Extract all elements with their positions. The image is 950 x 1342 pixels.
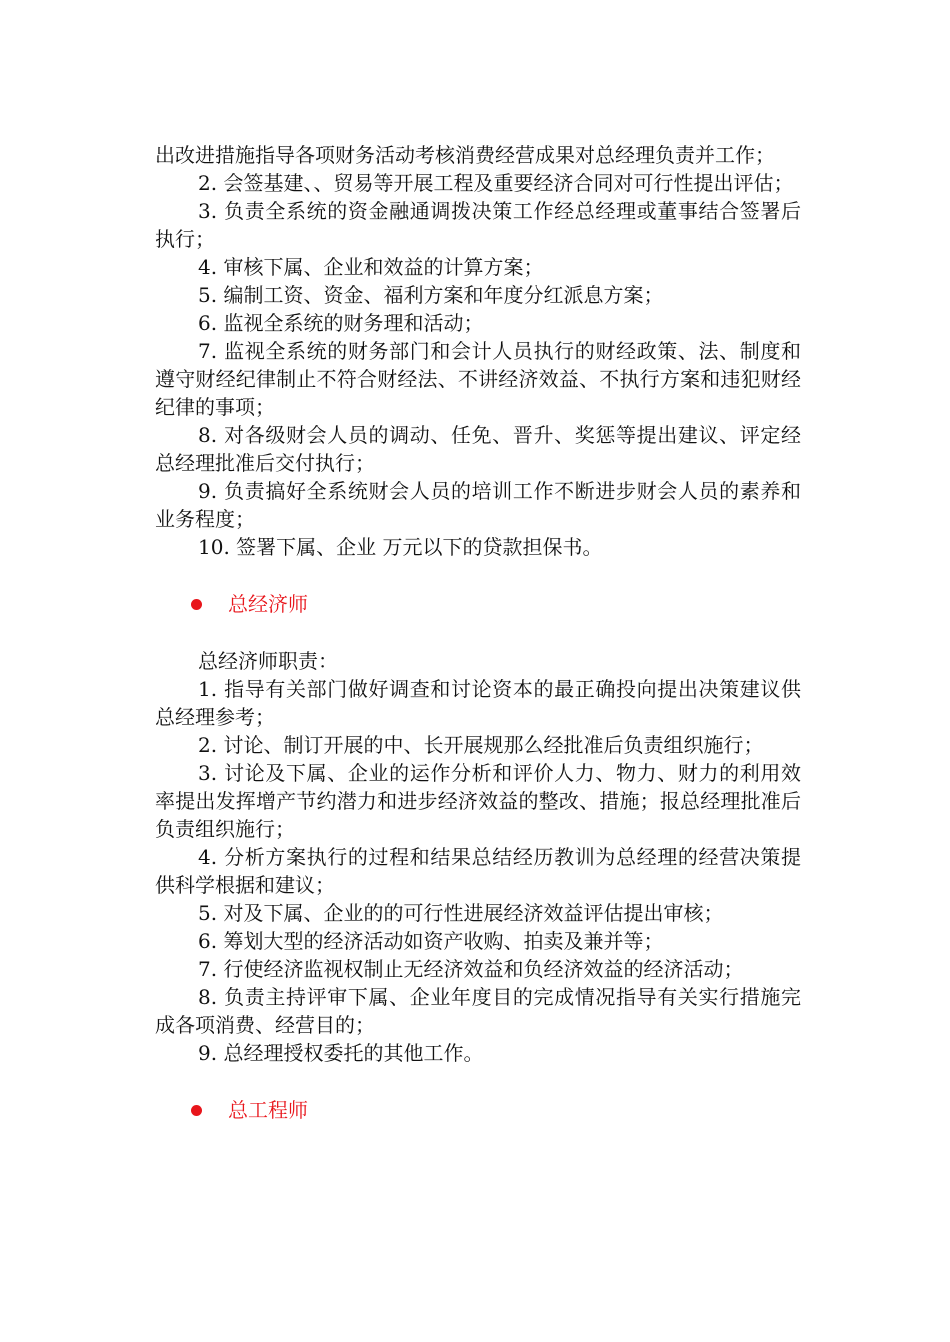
section1-item-10: 10. 签署下属、企业 万元以下的贷款担保书。 bbox=[198, 535, 603, 559]
section1-item-2: 2. 会签基建、、贸易等开展工程及重要经济合同对可行性提出评估； bbox=[198, 171, 794, 195]
section1-item-7: 7. 监视全系统的财务部门和会计人员执行的财经政策、法、制度和遵守财经纪律制止不符合财经法、不讲经济效益、不执行方案和违犯财经纪律的事项； bbox=[155, 339, 801, 419]
section1-lead: 出改进措施指导各项财务活动考核消费经营成果对总经理负责并工作； bbox=[155, 143, 775, 167]
section1-item-5: 5. 编制工资、资金、福利方案和年度分红派息方案； bbox=[198, 283, 664, 307]
section2-intro: 总经济师职责： bbox=[198, 649, 338, 673]
section2-item-9: 9. 总经理授权委托的其他工作。 bbox=[198, 1041, 484, 1065]
section1-item-9: 9. 负责搞好全系统财会人员的培训工作不断进步财会人员的素养和业务程度； bbox=[155, 479, 801, 531]
section3-heading bbox=[155, 1096, 801, 1124]
section2-heading bbox=[155, 590, 801, 618]
section2-heading-text: 总经济师 bbox=[228, 592, 308, 616]
section1-item-6: 6. 监视全系统的财务理和活动； bbox=[198, 311, 484, 335]
section2-item-2: 2. 讨论、制订开展的中、长开展规那么经批准后负责组织施行； bbox=[198, 733, 764, 757]
document-page bbox=[155, 141, 801, 1124]
section2-item-5: 5. 对及下属、企业的的可行性进展经济效益评估提出审核； bbox=[198, 901, 724, 925]
bullet-dot-icon bbox=[191, 599, 202, 610]
spacer bbox=[155, 561, 801, 590]
section1-item-4: 4. 审核下属、企业和效益的计算方案； bbox=[198, 255, 544, 279]
section1-item-8: 8. 对各级财会人员的调动、任免、晋升、奖惩等提出建议、评定经总经理批准后交付执行； bbox=[155, 423, 801, 475]
section2-item-1: 1. 指导有关部门做好调查和讨论资本的最正确投向提出决策建议供总经理参考； bbox=[155, 677, 801, 729]
section2-item-6: 6. 筹划大型的经济活动如资产收购、拍卖及兼并等； bbox=[198, 929, 664, 953]
section3-heading-text: 总工程师 bbox=[228, 1098, 308, 1122]
spacer bbox=[155, 618, 801, 647]
section1-item-3: 3. 负责全系统的资金融通调拨决策工作经总经理或董事结合签署后执行； bbox=[155, 199, 801, 251]
spacer bbox=[155, 1067, 801, 1096]
section2-item-7: 7. 行使经济监视权制止无经济效益和负经济效益的经济活动； bbox=[198, 957, 744, 981]
section2-item-8: 8. 负责主持评审下属、企业年度目的完成情况指导有关实行措施完成各项消费、经营目的； bbox=[155, 985, 801, 1037]
bullet-dot-icon bbox=[191, 1105, 202, 1116]
section2-item-4: 4. 分析方案执行的过程和结果总结经历教训为总经理的经营决策提供科学根据和建议； bbox=[155, 845, 801, 897]
section2-item-3: 3. 讨论及下属、企业的运作分析和评价人力、物力、财力的利用效率提出发挥增产节约潜力和进步经济效益的整改、措施；报总经理批准后负责组织施行； bbox=[155, 761, 801, 841]
